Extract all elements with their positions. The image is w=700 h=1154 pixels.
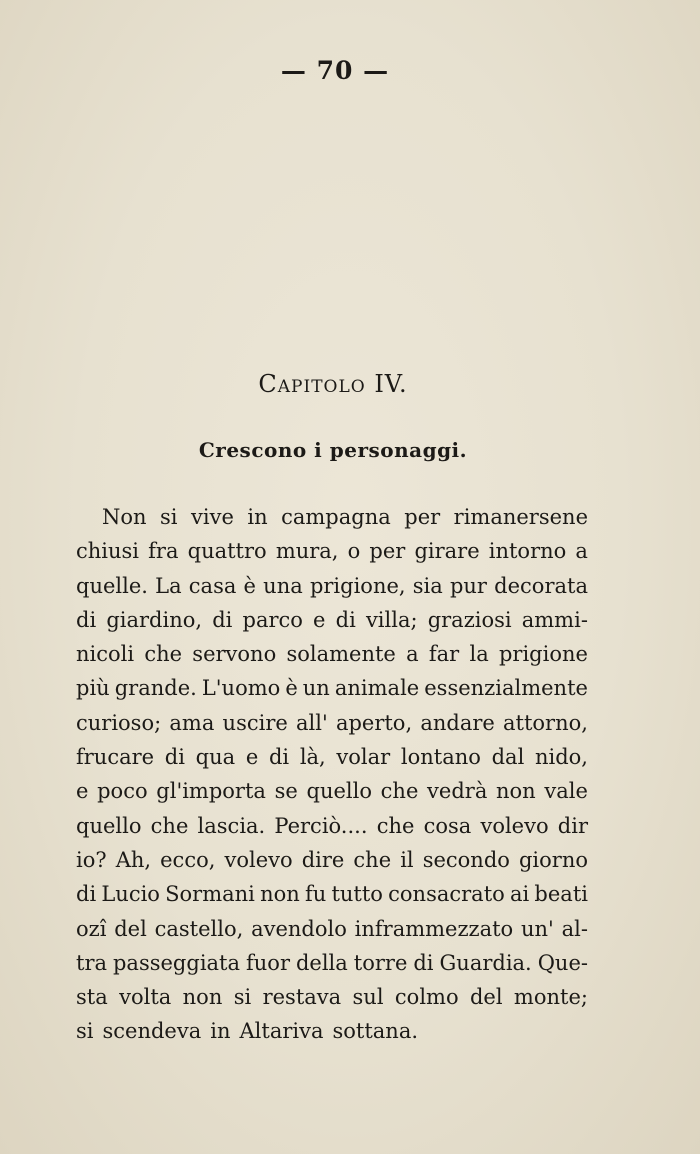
text-word: rimanersene xyxy=(453,505,588,529)
text-word: inframmezzato xyxy=(354,916,514,941)
text-word: Ah, xyxy=(115,847,152,872)
text-word: a xyxy=(406,642,419,667)
text-word: giardino, xyxy=(106,607,203,632)
text-word: si xyxy=(233,985,252,1010)
text-word: e xyxy=(245,745,259,770)
text-word: colmo xyxy=(394,985,459,1010)
text-line xyxy=(76,706,588,740)
text-word: volevo xyxy=(480,813,549,838)
text-word: o xyxy=(347,539,361,564)
text-word: all' xyxy=(296,710,328,735)
text-word: il xyxy=(400,847,414,872)
text-line xyxy=(76,534,588,568)
text-word: villa; xyxy=(365,607,418,632)
text-word: lascia. xyxy=(197,813,266,838)
text-word: mura, xyxy=(275,539,339,564)
text-word: intorno xyxy=(488,539,567,564)
text-word: ammi- xyxy=(521,607,588,632)
text-word: parco xyxy=(242,607,303,632)
text-word: tutto xyxy=(331,882,383,907)
text-word: scendeva xyxy=(102,1019,202,1044)
text-word: non xyxy=(496,779,536,804)
text-word: vive xyxy=(191,505,234,529)
text-word: della xyxy=(295,950,348,975)
text-word: gl'importa xyxy=(156,779,266,804)
text-word: essenzialmente xyxy=(424,676,588,701)
text-word: che xyxy=(353,847,392,872)
text-word: volevo xyxy=(224,847,293,872)
text-word: pur xyxy=(449,573,487,598)
text-word: quelle. xyxy=(76,573,148,598)
text-word: che xyxy=(376,813,415,838)
text-word: volar xyxy=(336,745,391,770)
text-word: curioso; xyxy=(76,710,162,735)
text-word: Altariva xyxy=(239,1019,324,1044)
text-word: è xyxy=(285,676,298,701)
text-word: qua xyxy=(195,745,236,770)
text-word: prigione xyxy=(498,642,588,667)
text-word: castello, xyxy=(154,916,244,941)
text-word: di xyxy=(413,950,434,975)
text-line xyxy=(76,774,588,808)
text-word: fra xyxy=(148,539,179,564)
text-word: Guardia. xyxy=(439,950,532,975)
text-word: grande. xyxy=(114,676,197,701)
text-word: girare xyxy=(414,539,480,564)
text-word: ai xyxy=(509,882,530,907)
text-word: sta xyxy=(76,985,108,1010)
text-word: sul xyxy=(352,985,384,1010)
text-word: sottana. xyxy=(332,1019,419,1044)
text-word: vedrà xyxy=(427,779,488,804)
text-word: lontano xyxy=(400,745,481,770)
text-word: dal xyxy=(491,745,525,770)
text-word: che xyxy=(144,642,183,667)
text-word: di xyxy=(76,607,97,632)
text-line xyxy=(76,569,588,603)
text-word: un xyxy=(302,676,330,701)
chapter-subtitle: Crescono i personaggi. xyxy=(198,438,468,462)
text-line xyxy=(76,980,588,1014)
body-text xyxy=(76,500,588,1049)
text-word: volta xyxy=(119,985,172,1010)
text-word: Lucio xyxy=(101,882,160,907)
text-line xyxy=(76,500,588,534)
text-word: è xyxy=(243,573,256,598)
text-word: per xyxy=(369,539,406,564)
text-word: a xyxy=(575,539,588,564)
text-word: non xyxy=(260,882,300,907)
text-line xyxy=(76,637,588,671)
text-word: campagna xyxy=(281,505,391,529)
text-word: torre xyxy=(353,950,408,975)
text-word: solamente xyxy=(286,642,396,667)
text-word: animale xyxy=(334,676,420,701)
text-line xyxy=(76,740,588,774)
text-word: fuor xyxy=(246,950,290,975)
text-word: La xyxy=(155,573,182,598)
text-word: beati xyxy=(534,882,588,907)
text-word: più xyxy=(76,676,110,701)
text-word: uscire xyxy=(222,710,288,735)
text-word: restava xyxy=(262,985,342,1010)
text-word: e xyxy=(76,779,89,804)
text-word: ama xyxy=(169,710,215,735)
text-line xyxy=(76,603,588,637)
text-word: al- xyxy=(561,916,588,941)
text-word: ecco, xyxy=(160,847,216,872)
text-line xyxy=(76,912,588,946)
text-word: del xyxy=(469,985,503,1010)
text-word: aperto, xyxy=(335,710,413,735)
text-word: dire xyxy=(301,847,345,872)
text-word: giorno xyxy=(518,847,588,872)
text-line xyxy=(76,671,588,705)
text-word: passeggiata xyxy=(112,950,241,975)
text-word: nido, xyxy=(534,745,588,770)
text-word: far xyxy=(428,642,460,667)
text-word: sia xyxy=(412,573,443,598)
text-word: di xyxy=(268,745,290,770)
text-word: se xyxy=(274,779,298,804)
text-word: quello xyxy=(306,779,372,804)
text-word: poco xyxy=(97,779,148,804)
text-word: secondo xyxy=(422,847,510,872)
text-word: di xyxy=(335,607,356,632)
text-word: del xyxy=(114,916,147,941)
text-word: consacrato xyxy=(388,882,505,907)
text-word: Sormani xyxy=(165,882,255,907)
text-word: io? xyxy=(76,847,107,872)
text-word: vale xyxy=(544,779,588,804)
text-word: e xyxy=(313,607,326,632)
text-word: che xyxy=(380,779,419,804)
text-word: andare xyxy=(420,710,495,735)
text-word: ozî xyxy=(76,916,107,941)
page-number: — 70 — xyxy=(280,56,390,85)
text-word: chiusi xyxy=(76,539,140,564)
text-word: servono xyxy=(192,642,277,667)
text-word: un' xyxy=(520,916,554,941)
text-line xyxy=(76,877,588,911)
text-word: attorno, xyxy=(503,710,588,735)
text-line xyxy=(76,809,588,843)
chapter-title: Capitolo IV. xyxy=(258,370,408,398)
text-word: non xyxy=(182,985,223,1010)
text-line xyxy=(76,946,588,980)
text-word: in xyxy=(247,505,268,529)
text-word: si xyxy=(160,505,178,529)
text-word: graziosi xyxy=(427,607,512,632)
text-word: frucare xyxy=(76,745,155,770)
text-word: là, xyxy=(299,745,326,770)
text-word: di xyxy=(164,745,185,770)
text-line xyxy=(76,1014,588,1048)
text-word: L'uomo xyxy=(201,676,281,701)
text-word: per xyxy=(404,505,441,529)
text-word: nicoli xyxy=(76,642,135,667)
text-word: la xyxy=(469,642,489,667)
text-word: avendolo xyxy=(251,916,347,941)
text-word: Non xyxy=(102,505,147,529)
text-word: che xyxy=(150,813,189,838)
text-word: Que- xyxy=(537,950,588,975)
text-word: quattro xyxy=(187,539,267,564)
text-word: Perciò.... xyxy=(274,813,368,838)
text-word: cosa xyxy=(423,813,472,838)
text-word: decorata xyxy=(494,573,588,598)
text-word: di xyxy=(212,607,233,632)
text-word: in xyxy=(210,1019,231,1044)
text-word: si xyxy=(76,1019,94,1044)
text-word: tra xyxy=(76,950,107,975)
text-word: dir xyxy=(557,813,588,838)
text-word: prigione, xyxy=(309,573,406,598)
text-word: di xyxy=(76,882,97,907)
text-word: fu xyxy=(304,882,327,907)
text-word: quello xyxy=(76,813,142,838)
text-word: monte; xyxy=(513,985,588,1010)
text-word: casa xyxy=(188,573,237,598)
text-word: una xyxy=(263,573,303,598)
text-line xyxy=(76,843,588,877)
